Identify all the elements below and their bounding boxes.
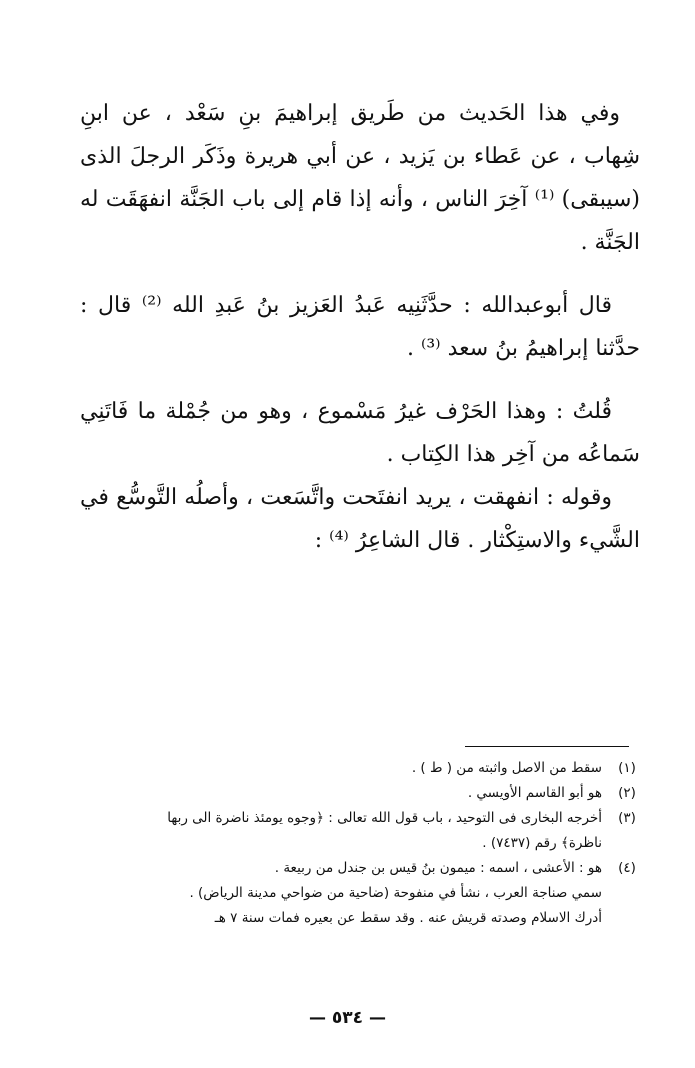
footnote-line: سمي صناجة العرب ، نشأ في منفوحة (ضاحية من ضواحي مدينة الرياض) . [189, 885, 602, 901]
footnote-number: (١) [618, 760, 636, 776]
footnote-text [80, 806, 602, 856]
footnote-2 [80, 781, 652, 806]
footnote-1 [80, 756, 652, 781]
paragraph-word-explanation: وقوله : انفهقت ، يريد انفتَحت واتَّسَعت ، وأصلُه التَّوسُّع في الشَّيء والاستِكْثار . قال الشاعِرُ ⁽⁴⁾ : [80, 485, 640, 553]
paragraph-hadith-chain: وفي هذا الحَديث من طَريق إبراهيمَ بنِ سَعْد ، عن ابنِ شِهاب ، عن عَطاء بن يَزيد ، عن أبي هريرة وذَكَر الرجلَ الذى (سيبقى) ⁽¹⁾ آخِرَ الناس ، وأنه إذا قام إلى باب الجَنَّة انفهَقَت له الجَنَّة . [80, 101, 640, 255]
footnote-line: أخرجه البخارى فى التوحيد ، باب قول الله تعالى : ﴿وجوه يومئذ ناضرة الى ربها [167, 810, 602, 826]
paragraph-narration: قال أبوعبدالله : حدَّثَنِيه عَبدُ العَزيز بنُ عَبدِ الله ⁽²⁾ قال : حدَّثنا إبراهيمُ بنُ سعد ⁽³⁾ . [80, 293, 640, 361]
footnote-line: أدرك الاسلام وصدته قريش عنه . وقد سقط عن بعيره فمات سنة ٧ هـ [214, 910, 602, 926]
footnote-number: (٤) [618, 860, 636, 876]
footnote-4 [80, 856, 652, 931]
footnote-line: ناظرة﴾ رقم (٧٤٣٧) . [482, 835, 602, 851]
footnote-line: هو أبو القاسم الأويسي . [467, 785, 602, 801]
page-number: — ٥٣٤ — [309, 1008, 386, 1028]
footnote-line: سقط من الاصل واثبته من ( ط ) . [411, 760, 602, 776]
footnote-text [80, 856, 602, 931]
footnote-number: (٢) [618, 785, 636, 801]
footnote-text [80, 756, 602, 781]
footnote-line: هو : الأعشى ، اسمه : ميمون بنُ قيس بن جندل من ربيعة . [274, 860, 602, 876]
main-text [80, 92, 640, 562]
footnote-number: (٣) [618, 810, 636, 826]
footnotes [80, 756, 652, 931]
footnote-separator [465, 746, 629, 747]
paragraph-author-note: قُلتُ : وهذا الحَرْف غيرُ مَسْموع ، وهو من جُمْلة ما فَاتَنِي سَماعُه من آخِر هذا الكِتاب . [80, 399, 640, 467]
footnote-text [80, 781, 602, 806]
footnote-3 [80, 806, 652, 856]
